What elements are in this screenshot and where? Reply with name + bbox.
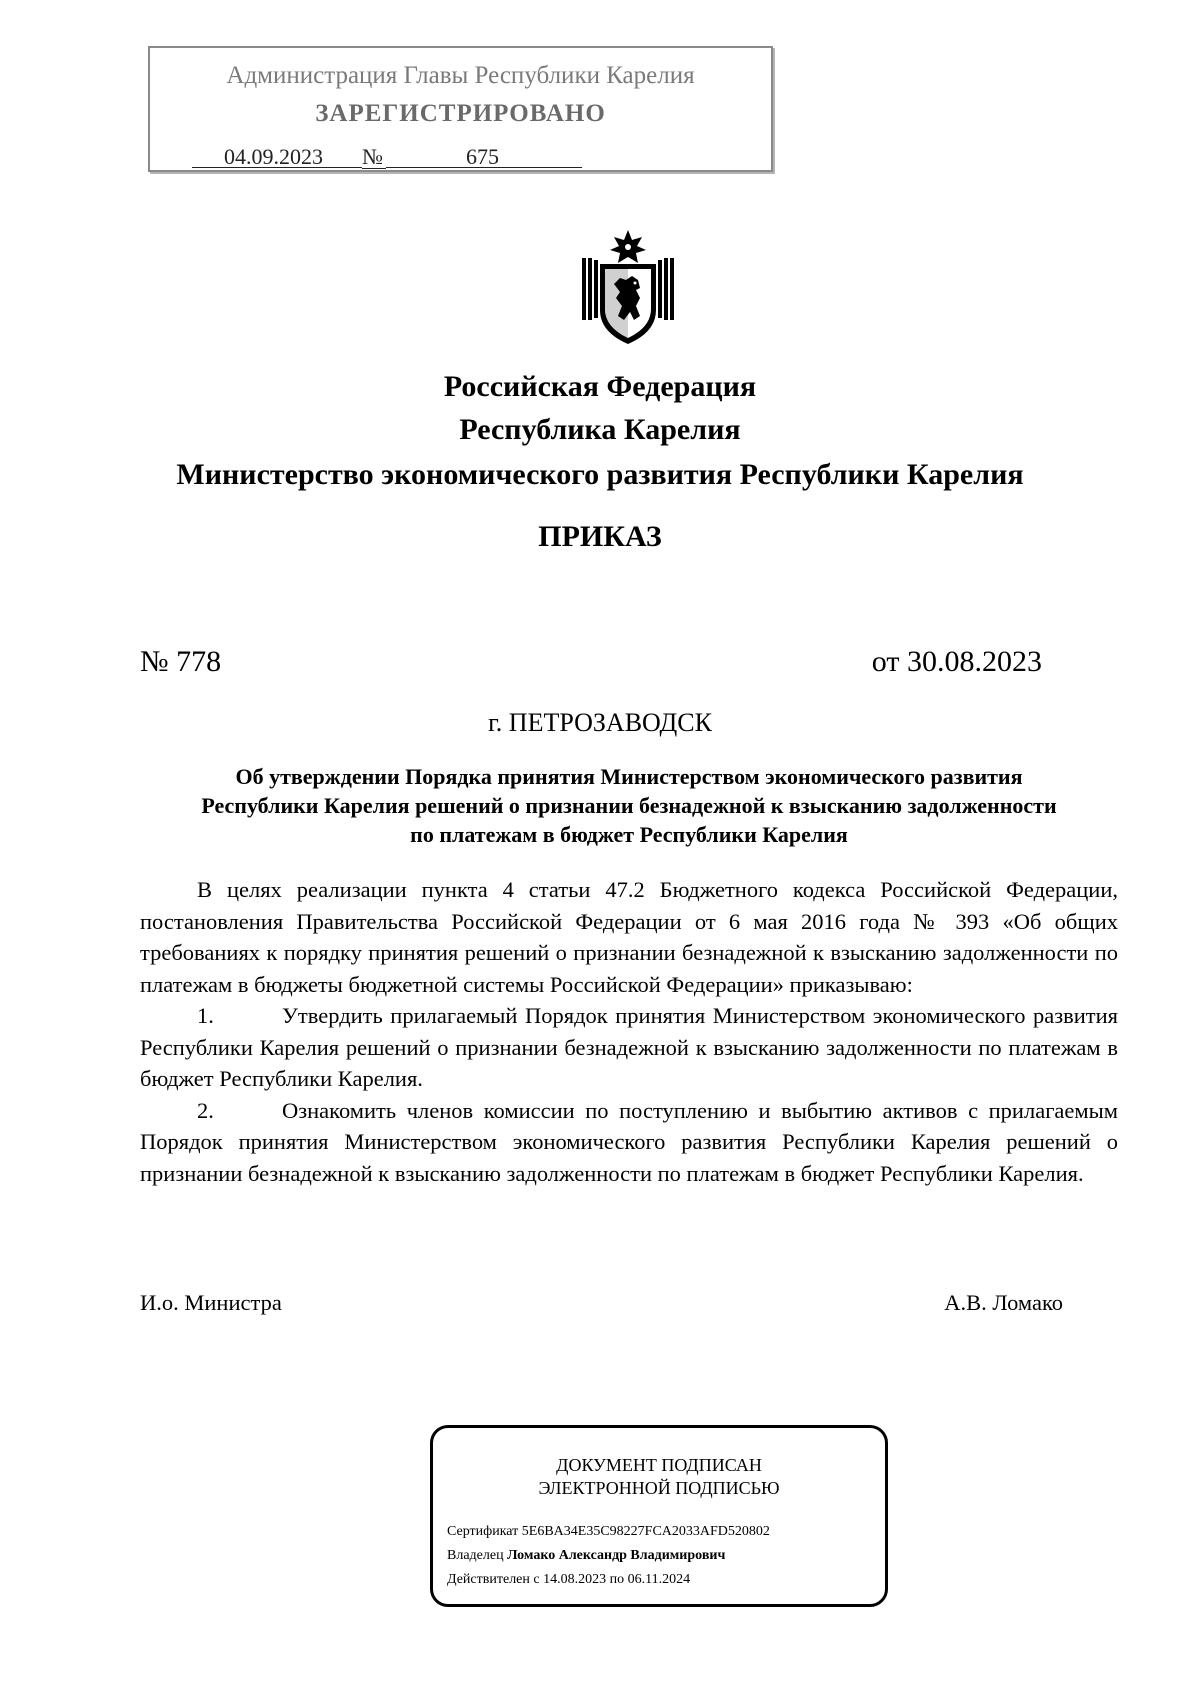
order-body xyxy=(140,874,1118,1189)
subject-line: Республики Карелия решений о признании безнадежной к взысканию задолженности xyxy=(201,793,1057,818)
registration-stamp xyxy=(148,46,773,172)
stamp-organization: Администрация Главы Республики Карелия xyxy=(226,62,695,89)
order-city: г. ПЕТРОЗАВОДСК xyxy=(488,708,712,737)
signer-name: А.В. Ломако xyxy=(944,1290,1063,1315)
esig-validity-row xyxy=(447,1568,770,1592)
stamp-registered-label: ЗАРЕГИСТРИРОВАНО xyxy=(315,100,606,127)
item-text: Ознакомить членов комиссии по поступлению и выбытию активов с прилагаемым Порядок принятия Министерством экономического развития Республики Карелия решений о признании безнадежной к взысканию задолженности по платежам в бюджет Республики Карелия. xyxy=(140,1097,1118,1186)
esig-owner-label: Владелец xyxy=(447,1548,504,1563)
subject-line: Об утверждении Порядка принятия Министерством экономического развития xyxy=(235,764,1023,789)
document-type: ПРИКАЗ xyxy=(538,520,662,553)
esig-valid-to: 06.11.2024 xyxy=(627,1572,691,1587)
esig-owner-value: Ломако Александр Владимирович xyxy=(507,1548,726,1563)
electronic-signature-stamp xyxy=(430,1425,888,1607)
header-ministry: Министерство экономического развития Республики Карелия xyxy=(176,458,1024,491)
signer-position: И.о. Министра xyxy=(140,1290,282,1315)
esig-owner-row xyxy=(447,1544,770,1568)
subject-line: по платежам в бюджет Республики Карелия xyxy=(410,822,848,847)
karelia-coat-of-arms-icon xyxy=(580,228,676,346)
esig-certificate-row xyxy=(447,1520,770,1544)
header-republic: Республика Карелия xyxy=(459,413,741,446)
item-number: 2. xyxy=(197,1097,214,1123)
esig-details xyxy=(447,1520,770,1592)
item-text: Утвердить прилагаемый Порядок принятия Министерством экономического развития Республики Карелия решений о признании безнадежной к взысканию задолженности по платежам в бюджет Республики Карелия. xyxy=(140,1003,1118,1091)
esig-cert-value: 5E6BA34E35C98227FCA2033AFD520802 xyxy=(521,1524,770,1539)
list-item xyxy=(140,1000,1118,1095)
list-item xyxy=(140,1095,1118,1190)
order-date: от 30.08.2023 xyxy=(871,645,1042,678)
esig-title xyxy=(433,1454,885,1500)
esig-valid-label: Действителен с xyxy=(447,1572,540,1587)
stamp-number-label: № xyxy=(362,144,386,169)
order-number: № 778 xyxy=(140,645,222,678)
esig-valid-to-label: по xyxy=(609,1572,625,1587)
stamp-number: 675 xyxy=(386,144,582,168)
header-country: Российская Федерация xyxy=(443,370,757,403)
esig-valid-from: 14.08.2023 xyxy=(543,1572,607,1587)
stamp-registration-line xyxy=(192,144,582,170)
stamp-date: 04.09.2023 xyxy=(192,144,362,168)
esig-title-line: ЭЛЕКТРОННОЙ ПОДПИСЬЮ xyxy=(538,1478,780,1498)
order-subject xyxy=(140,762,1118,849)
item-number: 1. xyxy=(197,1003,214,1028)
esig-cert-label: Сертификат xyxy=(447,1524,519,1539)
esig-title-line: ДОКУМЕНТ ПОДПИСАН xyxy=(556,1455,762,1475)
preamble-paragraph: В целях реализации пункта 4 статьи 47.2 Бюджетного кодекса Российской Федерации, постановления Правительства Российской Федерации от 6 мая 2016 года № 393 «Об общих требованиях к порядку принятия решений о признании безнадежной к взысканию задолженности по платежам в бюджеты бюджетной системы Российской Федерации» приказываю: xyxy=(140,877,1118,997)
